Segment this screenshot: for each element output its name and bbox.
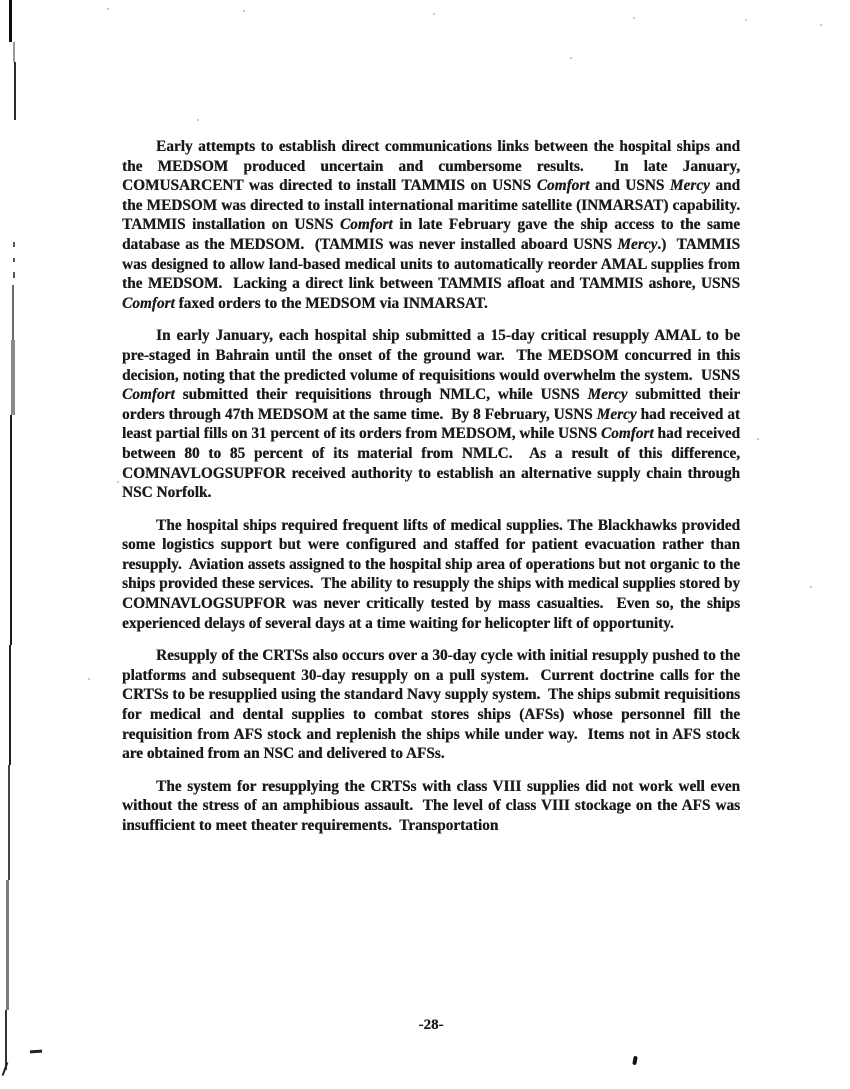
scan-speck — [820, 24, 822, 26]
paragraph — [122, 137, 748, 313]
paragraph — [122, 646, 744, 764]
scan-line-segment — [13, 258, 15, 262]
scan-line-segment — [11, 340, 15, 415]
ship-name-italic: Comfort — [600, 425, 654, 443]
scan-line-segment — [10, 415, 12, 645]
scan-line-segment — [9, 645, 11, 765]
scan-speck — [745, 19, 747, 21]
scan-comma-mark — [632, 1056, 638, 1066]
text-run: in late February gave the ship access to the same database as the MEDSOM. (TAMMIS was never installed aboard USNS — [122, 216, 744, 253]
scan-line-segment — [13, 272, 15, 278]
text-run: had received between 80 to 85 percent of its material from NMLC. As a result of this difference, COMNAVLOGSUPFOR received authority to establish an alternative supply chain through NSC Norfolk. — [122, 425, 744, 502]
text-run: The hospital ships required frequent lifts of medical supplies. The Blackhawks provided some logistics support but were configured and staffed for patient evacuation rather than resupply. Aviation assets assigned to the hospital ship area of operations but not organic to the ships provided these services. The ability to resupply the ships with medical supplies stored by COMNAVLOGSUPFOR was never critically tested by mass casualties. Even so, the ships experienced delays of several days at a time waiting for helicopter lift of opportunity. — [122, 516, 744, 632]
text-run: had received at least partial fills on 31 percent of its orders from MEDSOM, while USNS — [122, 405, 744, 443]
paragraph — [122, 326, 744, 502]
ship-name-italic: Comfort — [122, 386, 175, 404]
scan-speck — [810, 586, 812, 588]
ship-name-italic: Mercy — [669, 177, 710, 195]
paragraph — [122, 777, 744, 836]
scan-line-hook — [2, 1062, 9, 1076]
ship-name-italic: Mercy — [587, 386, 628, 404]
text-run: submitted their requisitions through NMLC, while USNS — [174, 386, 588, 404]
document-body — [122, 137, 748, 849]
scan-speck — [243, 10, 245, 12]
scan-speck — [88, 678, 90, 680]
ship-name-italic: Comfort — [536, 177, 590, 195]
scan-line-segment — [8, 765, 10, 880]
page-number: -28- — [418, 1017, 444, 1033]
scan-speck — [570, 57, 572, 59]
scan-speck — [433, 13, 435, 15]
text-run: and the MEDSOM was directed to install international maritime satellite (INMARSAT) capability. TAMMIS installation on USNS — [122, 177, 748, 234]
scan-line-segment — [13, 42, 15, 62]
scan-line-segment — [9, 0, 12, 42]
paragraph — [122, 516, 744, 634]
text-run: In early January, each hospital ship submitted a 15-day critical resupply AMAL to be pre-staged in Bahrain until the onset of the ground war. The MEDSOM concurred in this decision, noting that the predicted volume of requisitions would overwhelm the system. USNS — [122, 327, 744, 384]
text-run: The system for resupplying the CRTSs with class VIII supplies did not work well even without the stress of an amphibious assault. The level of class VIII stockage on the AFS was insufficient to meet theater requirements. Transportation — [122, 777, 744, 834]
scan-speck — [633, 17, 635, 19]
scan-speck — [117, 481, 119, 483]
scan-line-segment — [6, 880, 9, 1010]
text-run: submitted their orders through 47th MEDSOM at the same time. By 8 February, USNS — [122, 386, 744, 423]
scan-line-segment — [13, 242, 15, 247]
scan-line-segment — [14, 62, 16, 120]
text-run: Early attempts to establish direct communications links between the hospital ships and the MEDSOM produced uncertain and cumbersome results. In late January, COMUSARCENT was directed to install TAMMIS on USNS — [122, 138, 744, 195]
text-run: and USNS — [589, 177, 670, 195]
scan-speck — [197, 119, 199, 121]
ship-name-italic: Comfort — [339, 216, 393, 234]
scan-speck — [757, 438, 759, 440]
text-run: faxed orders to the MEDSOM via INMARSAT. — [174, 294, 488, 312]
scan-speck — [107, 8, 109, 10]
scan-dash-mark — [30, 1050, 42, 1054]
ship-name-italic: Mercy — [596, 405, 637, 423]
text-run: Resupply of the CRTSs also occurs over a 30-day cycle with initial resupply pushed to the platforms and subsequent 30-day resupply on a pull system. Current doctrine calls for the CRTSs to be resupplied using the standard Navy supply system. The ships submit requisitions for medical and dental supplies to combat stores ships (AFSs) whose personnel fill the requisition from AFS stock and replenish the ships while under way. Items not in AFS stock are obtained from an NSC and delivered to AFSs. — [122, 647, 744, 763]
scan-line-segment — [12, 285, 14, 340]
ship-name-italic: Mercy — [617, 235, 658, 253]
ship-name-italic: Comfort — [122, 294, 175, 312]
text-run: .) TAMMIS was designed to allow land-based medical units to automatically reorder AMAL supplies from the MEDSOM. Lacking a direct link between TAMMIS afloat and TAMMIS ashore, USNS — [122, 235, 744, 293]
